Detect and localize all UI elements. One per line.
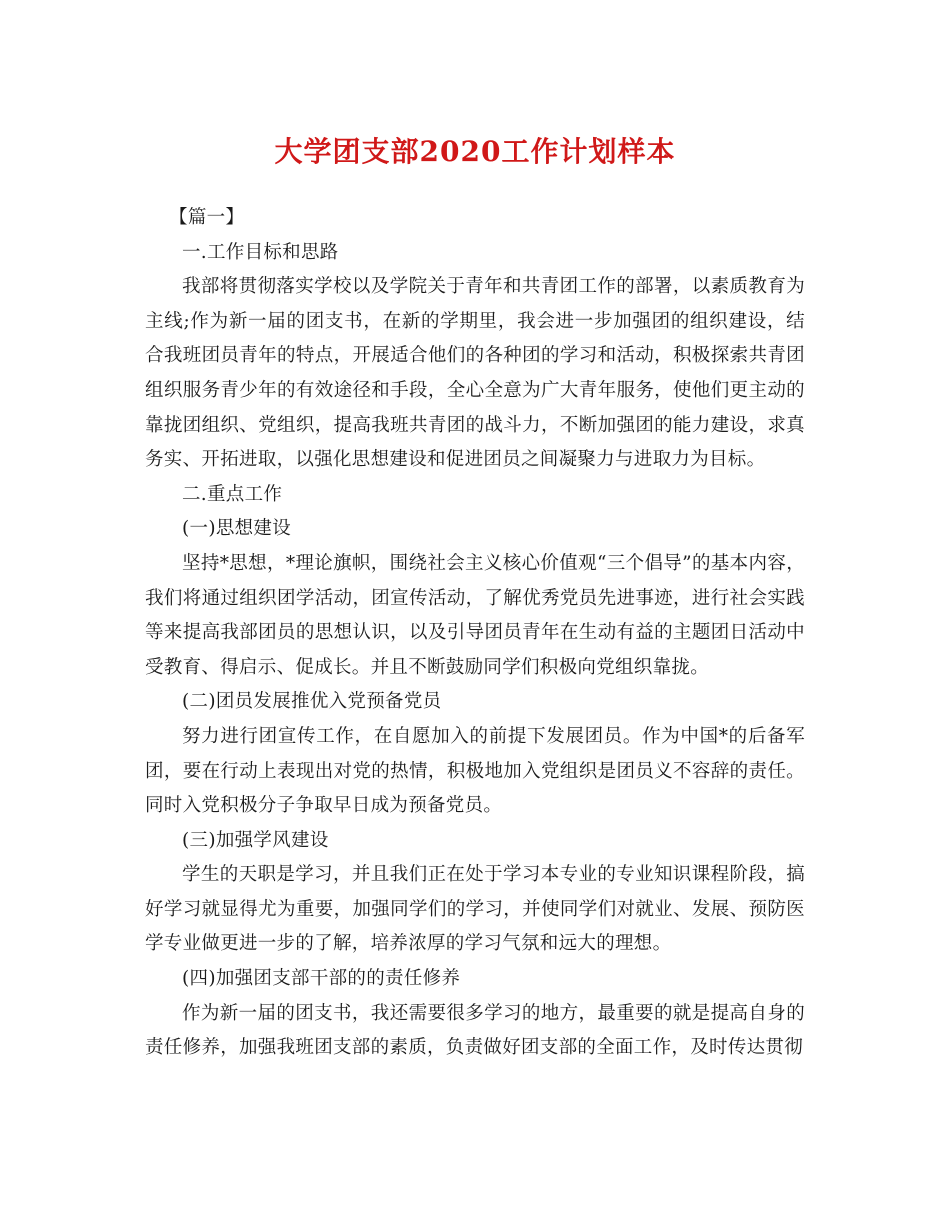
document-title: 大学团支部2020工作计划样本 [274, 135, 676, 168]
document-body [145, 201, 805, 1066]
paragraph-goals: 我部将贯彻落实学校以及学院关于青年和共青团工作的部署，以素质教育为主线;作为新一届的团支书，在新的学期里，我会进一步加强团的组织建设，结合我班团员青年的特点，开展适合他们的各种团的学习和活动，积极探索共青团组织服务青少年的有效途径和手段，全心全意为广大青年服务，使他们更主动的靠拢团组织、党组织，提高我班共青团的战斗力，不断加强团的能力建设，求真务实、开拓进取，以强化思想建设和促进团员之间凝聚力与进取力为目标。 [145, 276, 805, 471]
section-marker: 【篇一】 [169, 207, 245, 228]
subheading-cadre-responsibility: (四)加强团支部干部的的责任修养 [182, 968, 461, 990]
paragraph-cadre-responsibility: 作为新一届的团支书，我还需要很多学习的地方，最重要的就是提高自身的责任修养，加强我班团支部的素质，负责做好团支部的全面工作，及时传达贯彻 [145, 1002, 805, 1059]
heading-key-work: 二.重点工作 [182, 483, 283, 505]
paragraph-member-development: 努力进行团宣传工作，在自愿加入的前提下发展团员。作为中国*的后备军团，要在行动上表现出对党的热情，积极地加入党组织是团员义不容辞的责任。同时入党积极分子争取早日成为预备党员。 [145, 725, 805, 817]
subheading-ideology: (一)思想建设 [182, 518, 292, 540]
paragraph-study-style: 学生的天职是学习，并且我们正在处于学习本专业的专业知识课程阶段，搞好学习就显得尤为重要，加强同学们的学习，并使同学们对就业、发展、预防医学专业做更进一步的了解，培养浓厚的学习气氛和远大的理想。 [145, 864, 805, 955]
subheading-member-development: (二)团员发展推优入党预备党员 [182, 691, 442, 713]
paragraph-ideology: 坚持*思想，*理论旗帜，围绕社会主义核心价值观“三个倡导”的基本内容，我们将通过组织团学活动，团宣传活动，了解优秀党员先进事迹，进行社会实践等来提高我部团员的思想认识，以及引导团员青年在生动有益的主题团日活动中受教育、得启示、促成长。并且不断鼓励同学们积极向党组织靠拢。 [145, 552, 805, 678]
subheading-study-style: (三)加强学风建设 [182, 829, 329, 851]
heading-goals: 一.工作目标和思路 [182, 241, 339, 263]
